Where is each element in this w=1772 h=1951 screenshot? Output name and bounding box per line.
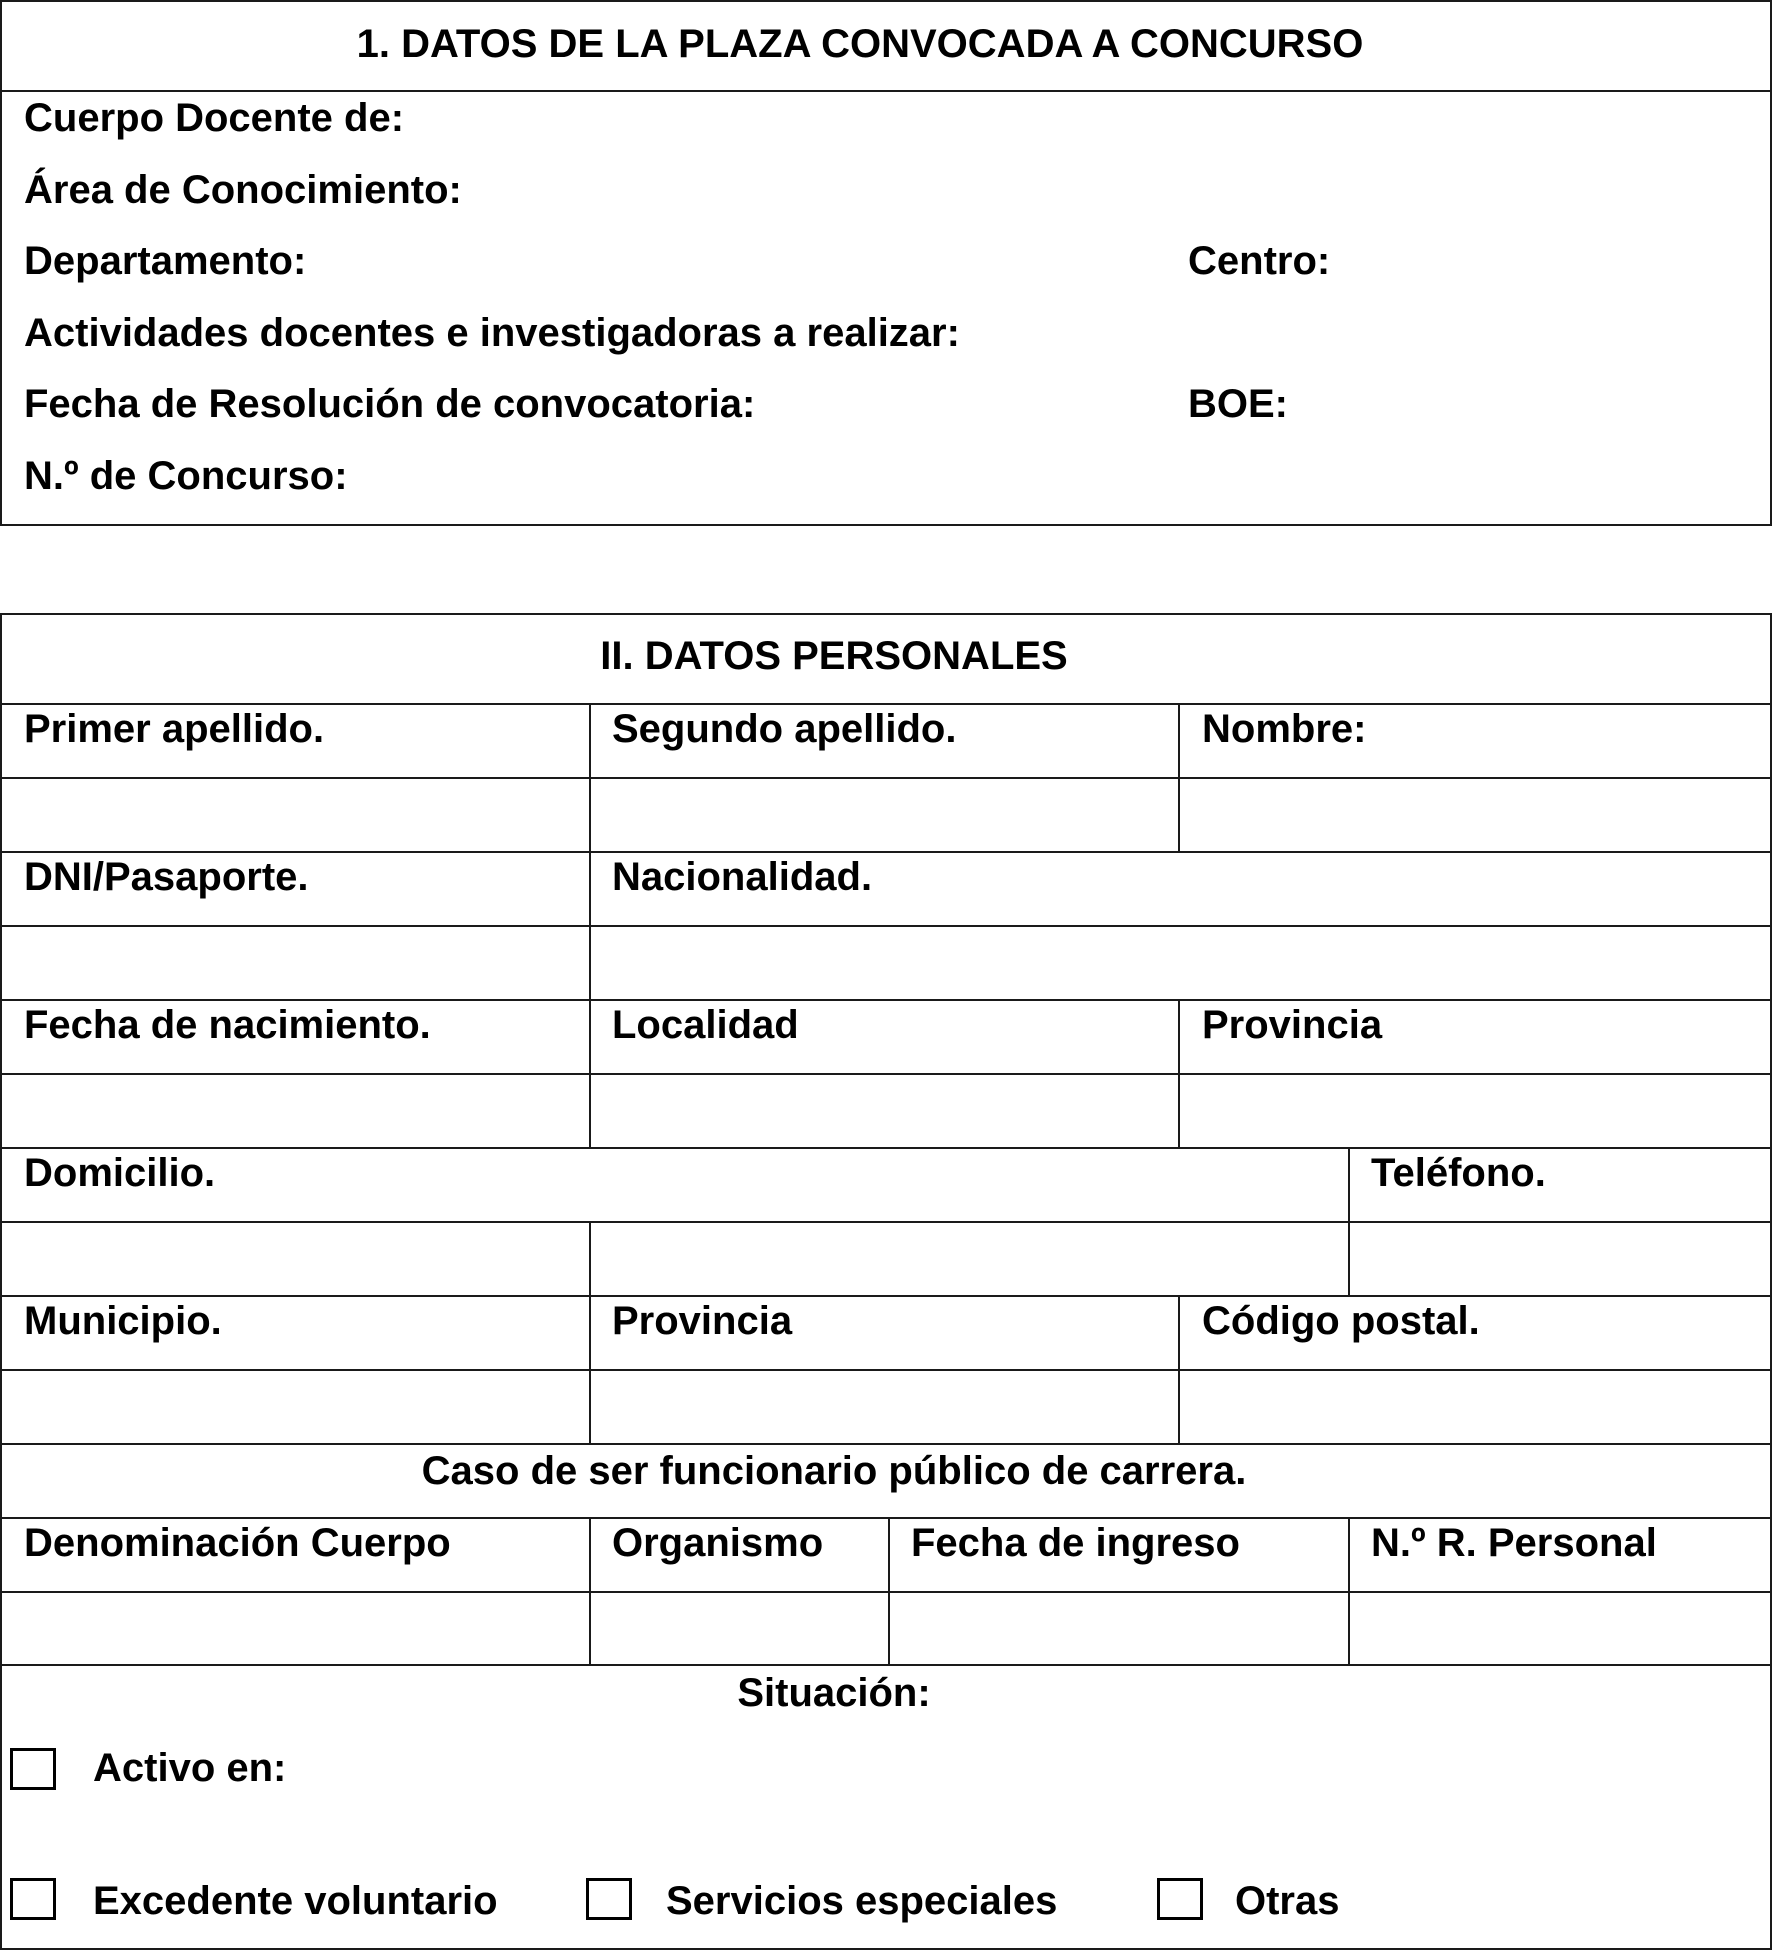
label-centro: Centro: [1188, 239, 1331, 283]
label-actividades: Actividades docentes e investigadoras a realizar: [24, 311, 960, 355]
checkbox-otras[interactable] [1157, 1878, 1203, 1920]
label-fecha-nacimiento: Fecha de nacimiento. [24, 1003, 431, 1047]
label-organismo: Organismo [612, 1521, 824, 1565]
label-municipio: Municipio. [24, 1299, 222, 1343]
telefono-input[interactable] [1350, 1223, 1770, 1295]
provincia-nacimiento-input[interactable] [1180, 1075, 1770, 1147]
localidad-input[interactable] [591, 1075, 1178, 1147]
domicilio-input-a[interactable] [2, 1223, 589, 1295]
checkbox-excedente-voluntario[interactable] [10, 1878, 56, 1920]
provincia-domicilio-input[interactable] [591, 1371, 1178, 1443]
codigo-postal-input[interactable] [1180, 1371, 1770, 1443]
label-localidad: Localidad [612, 1003, 799, 1047]
label-fecha-ingreso: Fecha de ingreso [911, 1521, 1240, 1565]
divider [0, 1443, 1772, 1445]
label-num-concurso: N.º de Concurso: [24, 454, 348, 498]
label-primer-apellido: Primer apellido. [24, 707, 325, 751]
organismo-input[interactable] [591, 1593, 888, 1664]
label-dni: DNI/Pasaporte. [24, 855, 309, 899]
section2-title: II. DATOS PERSONALES [600, 634, 1068, 678]
divider [0, 1295, 1772, 1297]
divider [0, 1147, 1772, 1149]
label-provincia-domicilio: Provincia [612, 1299, 793, 1343]
dni-input[interactable] [2, 927, 589, 999]
checkbox-activo[interactable] [10, 1748, 56, 1790]
label-domicilio: Domicilio. [24, 1151, 216, 1195]
label-segundo-apellido: Segundo apellido. [612, 707, 957, 751]
label-excedente-voluntario: Excedente voluntario [93, 1879, 498, 1923]
nacionalidad-input[interactable] [591, 927, 1770, 999]
municipio-input[interactable] [2, 1371, 589, 1443]
domicilio-input-b[interactable] [591, 1223, 1348, 1295]
divider [0, 703, 1772, 705]
label-provincia-nacimiento: Provincia [1202, 1003, 1383, 1047]
denominacion-cuerpo-input[interactable] [2, 1593, 589, 1664]
label-area-conocimiento: Área de Conocimiento: [24, 168, 462, 212]
label-codigo-postal: Código postal. [1202, 1299, 1480, 1343]
segundo-apellido-input[interactable] [591, 779, 1178, 851]
label-servicios-especiales: Servicios especiales [666, 1879, 1058, 1923]
label-cuerpo-docente: Cuerpo Docente de: [24, 96, 405, 140]
label-departamento: Departamento: [24, 239, 307, 283]
label-nombre: Nombre: [1202, 707, 1367, 751]
nrp-input[interactable] [1350, 1593, 1770, 1664]
section1-title: 1. DATOS DE LA PLAZA CONVOCADA A CONCURSO [356, 22, 1364, 66]
label-nrp: N.º R. Personal [1371, 1521, 1657, 1565]
divider [0, 999, 1772, 1001]
label-boe: BOE: [1188, 382, 1288, 426]
divider [0, 851, 1772, 853]
funcionario-heading: Caso de ser funcionario público de carrera. [421, 1449, 1247, 1493]
divider [0, 1517, 1772, 1519]
fecha-nacimiento-input[interactable] [2, 1075, 589, 1147]
divider [0, 1664, 1772, 1666]
nombre-input[interactable] [1180, 779, 1770, 851]
divider [0, 90, 1772, 92]
label-fecha-resolucion: Fecha de Resolución de convocatoria: [24, 382, 756, 426]
label-telefono: Teléfono. [1371, 1151, 1546, 1195]
situacion-heading: Situación: [737, 1671, 931, 1715]
fecha-ingreso-input[interactable] [890, 1593, 1348, 1664]
primer-apellido-input[interactable] [2, 779, 589, 851]
label-otras: Otras [1235, 1879, 1340, 1923]
label-activo: Activo en: [93, 1746, 287, 1790]
checkbox-servicios-especiales[interactable] [586, 1878, 632, 1920]
label-denominacion-cuerpo: Denominación Cuerpo [24, 1521, 451, 1565]
label-nacionalidad: Nacionalidad. [612, 855, 873, 899]
